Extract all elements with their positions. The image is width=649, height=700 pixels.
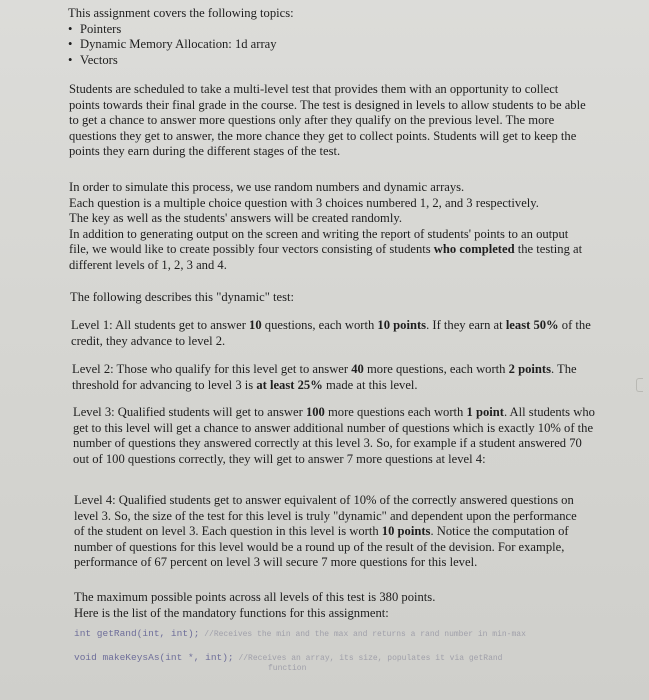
closing-section	[74, 590, 596, 621]
simulation-line: In order to simulate this process, we use random numbers and dynamic arrays.	[69, 180, 465, 194]
level-2-paragraph: Level 2: Those who qualify for this level get to answer 40 more questions, each worth 2 points. The threshold for advancing to level 3 is at least 25% made at this level.	[72, 362, 577, 392]
code-comment: //Receives an array, its size, populates it via getRand	[233, 654, 503, 663]
functions-heading: Here is the list of the mandatory functions for this assignment:	[74, 605, 389, 620]
level-label: Level 3	[73, 405, 112, 419]
code-comment-wrap: function	[268, 664, 307, 673]
level-label: Level 1	[71, 318, 110, 332]
test-description-heading: The following describes this "dynamic" test:	[70, 290, 294, 304]
topic-item: • Vectors	[68, 53, 590, 69]
intro-paragraph: Students are scheduled to take a multi-level test that provides them with an opportunity to collect points towards their final grade in the course. The test is designed in levels to allow students to be able to get a chance to answer more questions only after they qualify on the previous level. The more questions they get to answer, the more chance they get to collect points. Students will get to keep the points they earn during the different stages of the test.	[69, 82, 586, 159]
level-3-paragraph: Level 3: Qualified students will get to answer 100 more questions each worth 1 point. All students who get to this level will get a chance to answer additional number of questions which is exactly 10% of the number of questions they answered correctly at this level 3. So, for example if a student answered 70 out of 100 questions correctly, they will get to answer 7 more questions at level 4:	[73, 405, 595, 466]
code-comment: //Receives the min and the max and returns a rand number in min-max	[199, 630, 526, 639]
code-line-makekeys	[74, 652, 502, 663]
simulation-line: The key as well as the students' answers will be created randomly.	[69, 211, 402, 226]
topic-item: • Pointers	[68, 22, 590, 38]
code-text: void makeKeysAs(int *, int);	[74, 652, 234, 663]
bold-text: who completed	[433, 242, 515, 257]
topics-heading: This assignment covers the following topics:	[68, 6, 294, 20]
level-1-paragraph: Level 1: All students get to answer 10 questions, each worth 10 points. If they earn at least 50% of the credit, they advance to level 2.	[71, 318, 591, 348]
simulation-line: Each question is a multiple choice question with 3 choices numbered 1, 2, and 3 respectively.	[69, 195, 539, 210]
code-text: int getRand(int, int);	[74, 628, 200, 639]
level-label: Level 4	[74, 493, 113, 507]
topic-item: • Dynamic Memory Allocation: 1d array	[68, 37, 590, 53]
code-line-getrand	[74, 628, 526, 639]
simulation-paragraph	[69, 180, 591, 274]
simulation-line: In addition to generating output on the screen and writing the report of students' points to an output file, we would like to create possibly four vectors consisting of students who completed the testing at different levels of 1, 2, 3 and 4.	[69, 226, 583, 272]
page-edge-mark	[636, 378, 643, 392]
level-label: Level 2	[72, 362, 111, 376]
level-4-paragraph: Level 4: Qualified students get to answer equivalent of 10% of the correctly answered questions on level 3. So, the size of the test for this level is truly "dynamic" and dependent upon the performance of the student on level 3. Each question in this level is worth 10 points. Notice the computation of number of questions for this level would be a round up of the result of the devision. For example, performance of 67 percent on level 3 will secure 7 more questions for this level.	[74, 493, 577, 570]
intro-section	[68, 6, 590, 68]
max-points-line: The maximum possible points across all levels of this test is 380 points.	[74, 590, 436, 604]
topics-list	[68, 22, 590, 69]
